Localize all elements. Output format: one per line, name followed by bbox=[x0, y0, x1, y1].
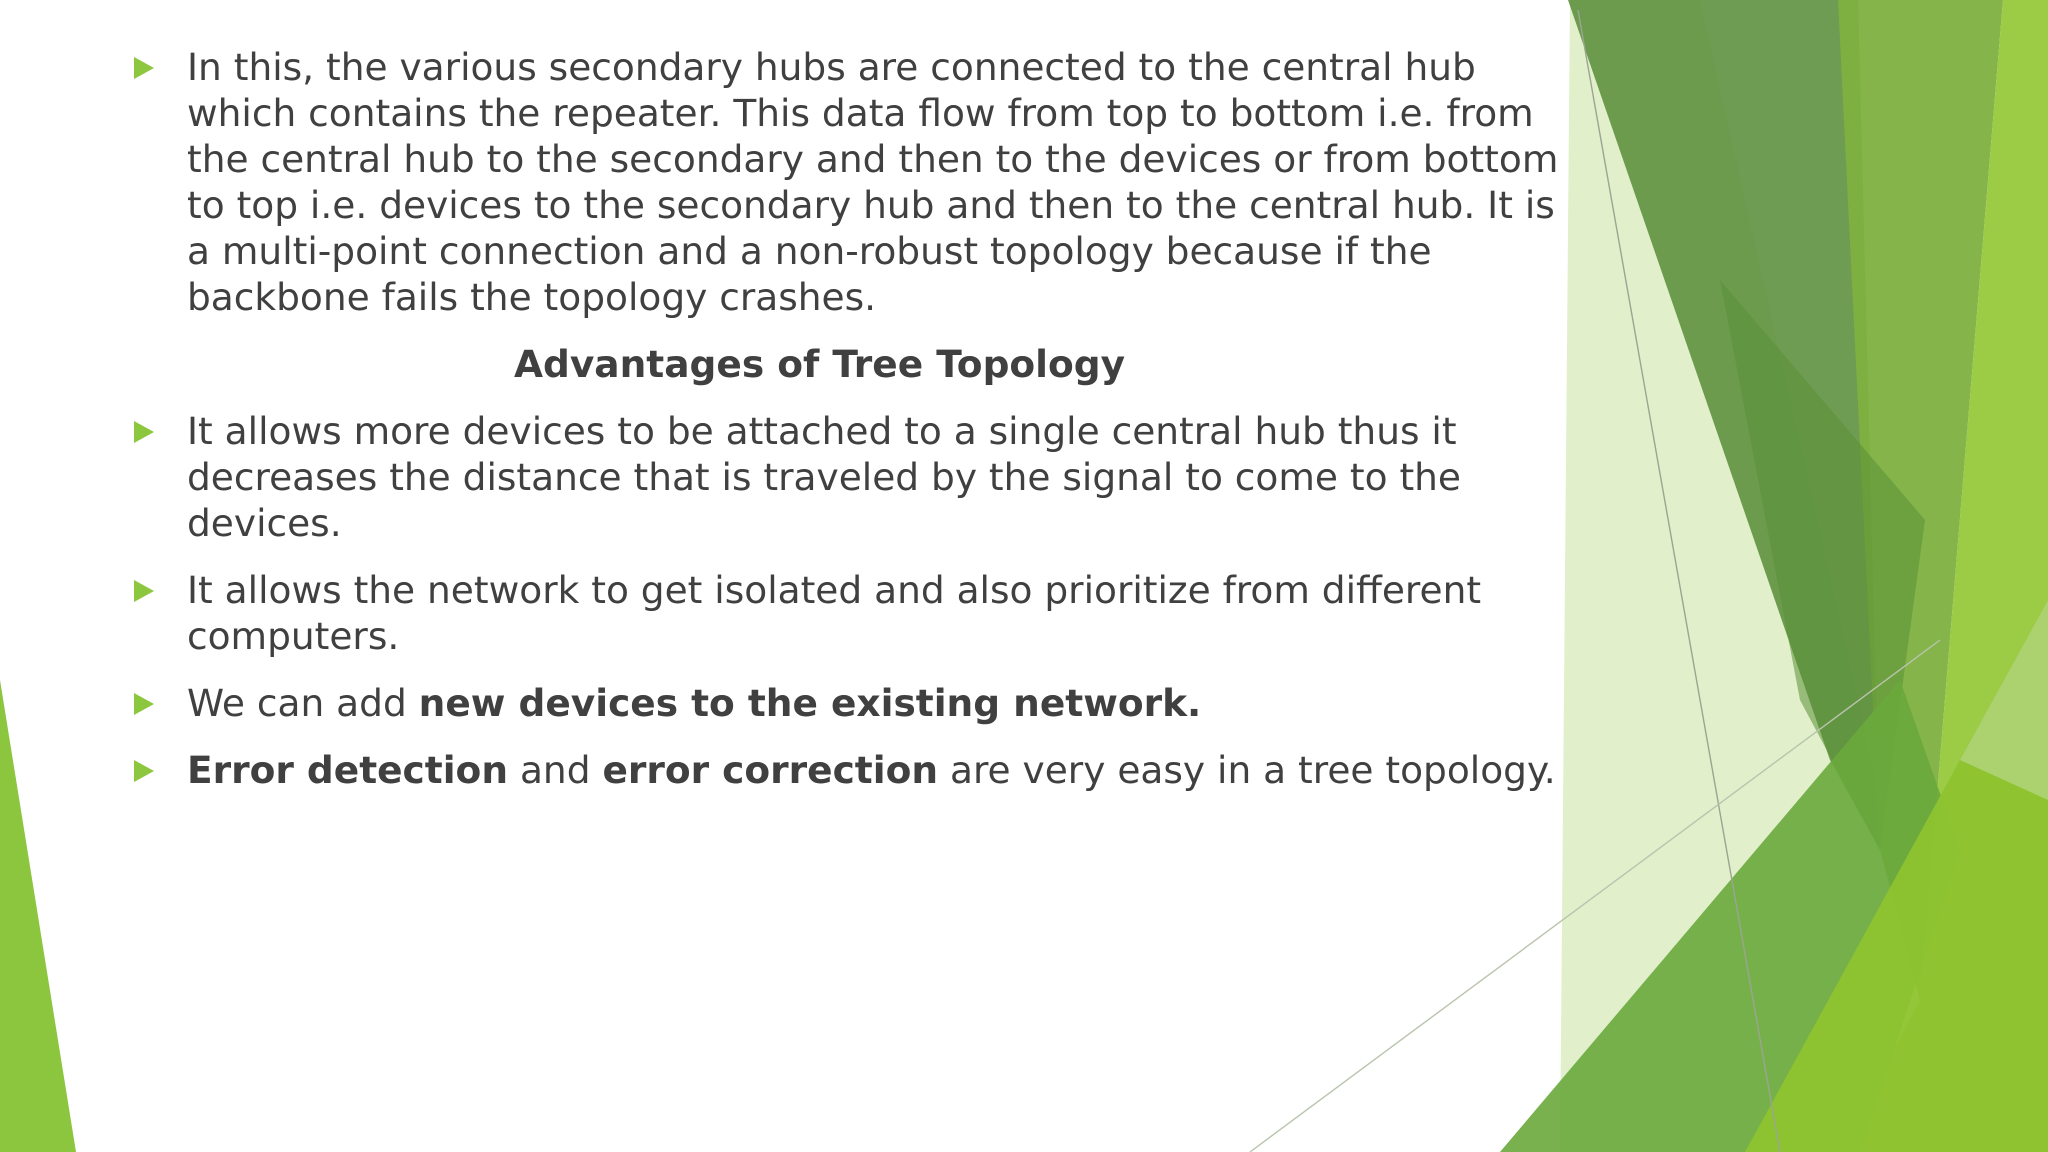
subheading: Advantages of Tree Topology bbox=[514, 342, 1126, 386]
bullet-text-bold: Error detection bbox=[187, 748, 509, 792]
bullet-intro bbox=[128, 44, 1568, 320]
triangle-bullet-icon bbox=[134, 760, 154, 782]
triangle-bullet-icon bbox=[134, 580, 154, 602]
bullet-advantage-4 bbox=[128, 747, 1568, 793]
slide-content bbox=[128, 44, 1568, 814]
left-green-sliver bbox=[0, 680, 76, 1152]
bullet-text-bold: new devices to the existing network. bbox=[418, 681, 1202, 725]
bullet-advantage-2 bbox=[128, 567, 1568, 659]
triangle-bullet-icon bbox=[134, 57, 154, 79]
bullet-text: In this, the various secondary hubs are connected to the central hub which contains the repeater. This data flow from top to bottom i.e. from the central hub to the secondary and then to the devices or from bottom to top i.e. devices to the secondary hub and then to the central hub. It is a multi-point connection and a non-robust topology because if the backbone fails the topology crashes. bbox=[187, 45, 1559, 319]
bullet-text-plain: are very easy in a tree topology. bbox=[938, 748, 1556, 792]
bullet-text: It allows the network to get isolated and also prioritize from different computers. bbox=[187, 568, 1482, 658]
triangle-bullet-icon bbox=[134, 693, 154, 715]
bullet-advantage-1 bbox=[128, 408, 1568, 546]
bullet-text-bold: error correction bbox=[602, 748, 939, 792]
bullet-text-plain: We can add bbox=[187, 681, 419, 725]
triangle-bullet-icon bbox=[134, 421, 154, 443]
bullet-text: It allows more devices to be attached to a single central hub thus it decreases the distance that is traveled by the signal to come to the devices. bbox=[187, 409, 1461, 545]
bullet-text-plain: and bbox=[508, 748, 603, 792]
bullet-advantage-3 bbox=[128, 680, 1568, 726]
